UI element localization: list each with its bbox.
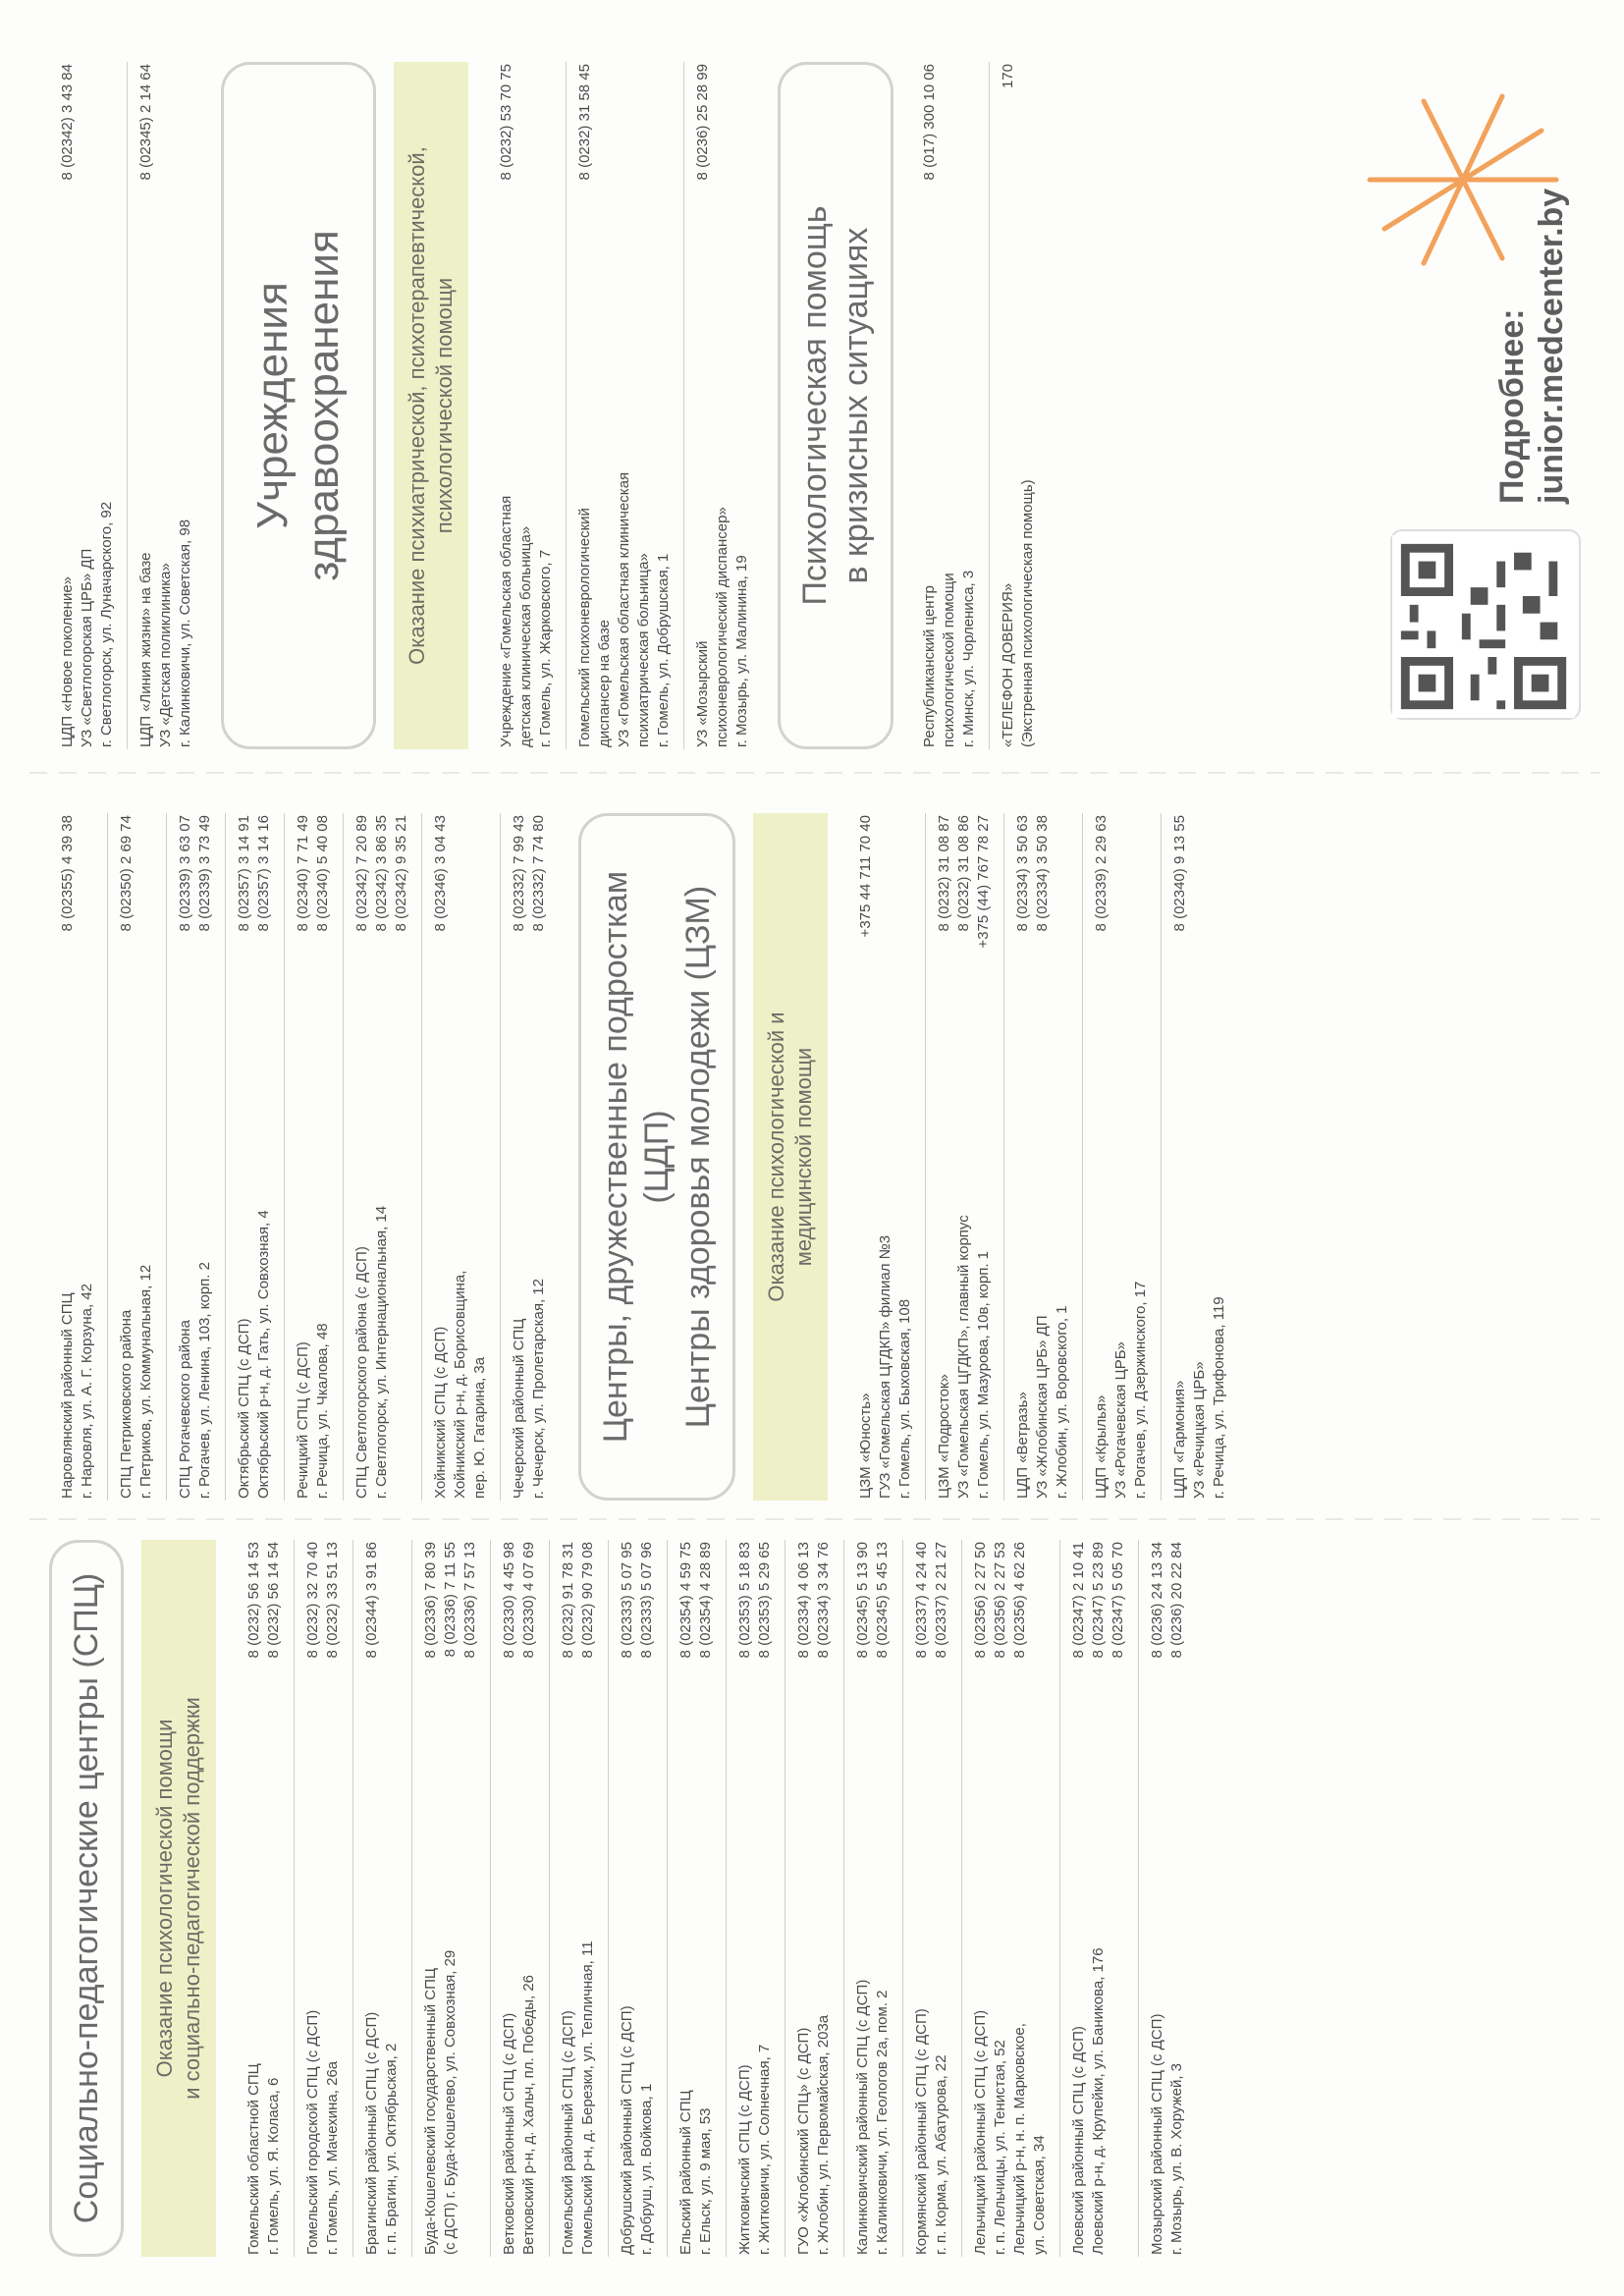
contact-name: Речицкий СПЦ (с ДСП) г. Речица, ул. Чкалова, 48 (295, 1323, 331, 1499)
contact-phone[interactable]: 8 (02334) 3 50 63 8 (02334) 3 50 38 (1014, 815, 1051, 932)
contact-row (285, 813, 344, 1501)
contact-row (488, 62, 567, 749)
contact-phone[interactable]: 8 (017) 300 10 06 (921, 64, 938, 181)
contact-row (167, 813, 226, 1501)
contact-phone[interactable]: 8 (02347) 2 10 41 8 (02347) 5 23 89 8 (02347) 5 05 70 (1070, 1542, 1126, 1659)
contact-row (962, 1540, 1060, 2257)
contact-phone[interactable]: 8 (02353) 5 18 83 8 (02353) 5 29 65 (736, 1542, 773, 1659)
contact-row (847, 813, 926, 1501)
contact-phone[interactable]: 8 (02333) 5 07 95 8 (02333) 5 07 96 (619, 1542, 655, 1659)
contact-name: СПЦ Светлогорского района (с ДСП) г. Светлогорск, ул. Интернациональная, 14 (353, 1205, 390, 1499)
contact-row (926, 813, 1004, 1501)
contact-phone[interactable]: 8 (02355) 4 39 38 (59, 815, 76, 932)
contact-phone[interactable]: 8 (02340) 9 13 55 (1171, 815, 1188, 932)
contact-row (49, 62, 128, 749)
section-band-health: Оказание психиатрической, психотерапевтической, психологической помощи (394, 62, 468, 749)
cdp-list (847, 813, 1239, 1501)
contact-phone[interactable]: 8 (0236) 24 13 34 8 (0236) 20 22 84 (1149, 1542, 1185, 1659)
contact-name: ЦДП «Крылья» УЗ «Рогачевская ЦРБ» г. Рогачев, ул. Дзержинского, 17 (1093, 1281, 1149, 1499)
footer-area (1365, 62, 1581, 749)
contact-name: Хойникский СПЦ (с ДСП) Хойникский р-н, д. Борисовщина, пер. Ю. Гагарина, 3а (432, 1270, 488, 1499)
contact-phone[interactable]: 8 (02342) 7 20 89 8 (02342) 3 86 35 8 (02342) 9 35 21 (353, 815, 409, 932)
contact-name: Наровлянский районный СПЦ г. Наровля, ул. А. Г. Корзуна, 42 (59, 1283, 95, 1499)
contact-row (1083, 813, 1162, 1501)
contact-phone[interactable]: 8 (02345) 2 14 64 (137, 64, 154, 181)
column-youth-centers (49, 813, 1600, 1501)
contact-row (990, 62, 1048, 749)
contact-name: Лельчицкий районный СПЦ (с ДСП) г. п. Лельчицы, ул. Тенистая, 52 Лельчицкий р-н, н. п. Марковское, ул. Советская, 34 (972, 2009, 1048, 2255)
section-title-spc: Социально-педагогические центры (СПЦ) (49, 1540, 124, 2257)
contact-name: ЦЗМ «Юность» ГУЗ «Гомельская ЦГДКП» филиал №3 г. Гомель, ул. Быховская, 108 (857, 1234, 913, 1499)
contact-name: ГУО «Жлобинский СПЦ» (с ДСП) г. Жлобин, ул. Первомайская, 203а (795, 2014, 832, 2255)
contact-phone[interactable]: 8 (0232) 56 14 53 8 (0232) 56 14 54 (245, 1542, 282, 1659)
contact-name: ЦДП «Ветразь» УЗ «Жлобинская ЦРБ» ДП г. Жлобин, ул. Воровского, 1 (1014, 1305, 1070, 1499)
contact-phone[interactable]: 8 (02354) 4 59 75 8 (02354) 4 28 89 (677, 1542, 714, 1659)
contact-row (1162, 813, 1239, 1501)
contact-row (226, 813, 285, 1501)
contact-name: Буда-Кошелевский государственный СПЦ (с ДСП) г. Буда-Кошелево, ул. Совхозная, 29 (422, 1949, 459, 2255)
contact-row (295, 1540, 353, 2257)
contact-name: Гомельский районный СПЦ (с ДСП) Гомельский р-н, д. Березки, ул. Тепличная, 11 (560, 1941, 596, 2255)
contact-name: СПЦ Петриковского района г. Петриков, ул. Коммунальная, 12 (118, 1264, 154, 1499)
contact-phone[interactable]: 8 (02330) 4 45 98 8 (02330) 4 07 69 (501, 1542, 537, 1659)
contact-name: Мозырский районный СПЦ (с ДСП) г. Мозырь, ул. В. Хоружей, 3 (1149, 2013, 1185, 2255)
contact-phone[interactable]: 8 (02340) 7 71 49 8 (02340) 5 40 08 (295, 815, 331, 932)
contact-phone[interactable]: 8 (02342) 3 43 84 (59, 64, 76, 181)
contact-name: Брагинский районный СПЦ (с ДСП) г. п. Брагин, ул. Октябрьская, 2 (363, 2011, 400, 2255)
fold-line (29, 772, 1600, 774)
contact-row (412, 1540, 491, 2257)
contact-name: Чечерский районный СПЦ г. Чечерск, ул. Пролетарская, 12 (511, 1279, 547, 1499)
contact-row (108, 813, 167, 1501)
contact-phone[interactable]: 8 (0232) 32 70 40 8 (0232) 33 51 13 (304, 1542, 341, 1659)
contact-phone[interactable]: 8 (02350) 2 69 74 (118, 815, 135, 932)
contact-phone[interactable]: 8 (02332) 7 99 43 8 (02332) 7 74 80 (511, 815, 547, 932)
contact-phone[interactable]: 170 (1000, 64, 1016, 89)
contact-row (785, 1540, 844, 2257)
contact-name: УЗ «Мозырский психоневрологический диспансер» г. Мозырь, ул. Малинина, 19 (694, 507, 750, 747)
contact-name: Учреждение «Гомельская областная детская клиническая больница» г. Гомель, ул. Жарковского, 7 (498, 495, 554, 747)
cdp-list-continued (49, 62, 205, 749)
section-title-health: Учреждения здравоохранения (221, 62, 376, 749)
contact-row (1060, 1540, 1139, 2257)
contact-name: Лоевский районный СПЦ (с ДСП) Лоевский р-н, д. Крупейки, ул. Баникова, 176 (1070, 1947, 1107, 2255)
contact-name: Ветковский районный СПЦ (с ДСП) Ветковский р-н, д. Хальч, пл. Победы, 26 (501, 1974, 537, 2255)
contact-name: Калинковичский районный СПЦ (с ДСП) г. Калинковичи, ул. Геологов 2а, пом. 2 (854, 1979, 891, 2255)
contact-row (128, 62, 205, 749)
contact-phone[interactable]: 8 (02356) 2 27 50 8 (02356) 2 27 53 8 (02356) 4 62 26 (972, 1542, 1028, 1659)
contact-phone[interactable]: 8 (02346) 3 04 43 (432, 815, 449, 932)
section-title-cdp: Центры, дружественные подросткам (ЦДП) Центры здоровья молодежи (ЦЗМ) (578, 813, 735, 1501)
asterisk-logo-icon (1355, 72, 1571, 288)
contact-row (550, 1540, 609, 2257)
contact-phone[interactable]: 8 (0232) 91 78 31 8 (0232) 90 79 08 (560, 1542, 596, 1659)
qr-code-icon[interactable] (1390, 529, 1581, 720)
crisis-list (911, 62, 1048, 749)
contact-name: Гомельский городской СПЦ (с ДСП) г. Гомель, ул. Мачехина, 26а (304, 2009, 341, 2255)
contact-phone[interactable]: 8 (0232) 31 58 45 (576, 64, 593, 181)
contact-name: Республиканский центр психологической помощи г. Минск, ул. Чорлениса, 3 (921, 570, 977, 747)
fold-line (29, 1518, 1600, 1520)
contact-name: «ТЕЛЕФОН ДОВЕРИЯ» (Экстренная психологическая помощь) (1000, 479, 1036, 747)
contact-row (49, 813, 108, 1501)
contact-name: ЦДП «Линия жизни» на базе УЗ «Детская поликлиника» г. Калинковичи, ул. Советская, 98 (137, 519, 193, 747)
spc-list (236, 1540, 1197, 2257)
contact-name: Кормянский районный СПЦ (с ДСП) г. п. Корма, ул. Абатурова, 22 (913, 2008, 949, 2255)
contact-name: Гомельский областной СПЦ г. Гомель, ул. Я. Коласа, 6 (245, 2063, 282, 2255)
contact-phone[interactable]: 8 (02339) 2 29 63 (1093, 815, 1110, 932)
contact-row (727, 1540, 785, 2257)
contact-row (903, 1540, 962, 2257)
contact-phone[interactable]: 8 (0232) 53 70 75 (498, 64, 514, 181)
contact-phone[interactable]: 8 (02337) 4 24 40 8 (02337) 2 21 27 (913, 1542, 949, 1659)
contact-name: СПЦ Рогачевского района г. Рогачев, ул. Ленина, 103, корп. 2 (177, 1262, 213, 1499)
contact-row (668, 1540, 727, 2257)
contact-phone[interactable]: 8 (0232) 31 08 87 8 (0232) 31 08 86 +375 (44) 767 78 27 (936, 815, 992, 949)
contact-row (1004, 813, 1083, 1501)
contact-row (344, 813, 422, 1501)
contact-name: Добрушский районный СПЦ (с ДСП) г. Добруш, ул. Войкова, 1 (619, 2005, 655, 2255)
contact-phone[interactable]: 8 (02357) 3 14 91 8 (02357) 3 14 16 (236, 815, 272, 932)
contact-row (236, 1540, 295, 2257)
website-link[interactable]: junior.medcenter.by (1533, 188, 1570, 504)
contact-name: Гомельский психоневрологический диспансер на базе УЗ «Гомельская областная клиническая психиатрическая больница» г. Гомель, ул. Добрушская, 1 (576, 471, 672, 747)
contact-row (684, 62, 762, 749)
column-social-centers (49, 1540, 1600, 2257)
contact-phone[interactable]: 8 (0236) 25 28 99 (694, 64, 711, 181)
column-health-institutions (49, 62, 1600, 749)
contact-name: ЦДП «Гармония» УЗ «Речицкая ЦРБ» г. Речица, ул. Трифонова, 119 (1171, 1296, 1227, 1499)
contact-phone[interactable]: +375 44 711 70 40 (857, 815, 874, 938)
contact-phone[interactable]: 8 (02345) 5 13 90 8 (02345) 5 45 13 (854, 1542, 891, 1659)
contact-phone[interactable]: 8 (02336) 7 80 39 8 (02336) 7 11 55 8 (02336) 7 57 13 (422, 1542, 478, 1659)
more-label: Подробнее: (1493, 308, 1531, 504)
health-list (488, 62, 762, 749)
contact-name: Ельский районный СПЦ г. Ельск, ул. 9 мая, 53 (677, 2090, 714, 2255)
contact-row (501, 813, 559, 1501)
contact-phone[interactable]: 8 (02344) 3 91 86 (363, 1542, 380, 1659)
contact-row (491, 1540, 550, 2257)
contact-name: Житковичский СПЦ (с ДСП) г. Житковичи, ул. Солнечная, 7 (736, 2044, 773, 2255)
contact-name: ЦДП «Новое поколение» УЗ «Светлогорская ЦРБ» ДП г. Светлогорск, ул. Луначарского, 92 (59, 501, 115, 747)
section-band-cdp: Оказание психологической и медицинской помощи (753, 813, 828, 1501)
contact-name: ЦЗМ «Подросток» УЗ «Гомельская ЦГДКП», главный корпус г. Гомель, ул. Мазурова, 10в, корп. 1 (936, 1215, 992, 1499)
section-band-spc: Оказание психологической помощи и социально-педагогической поддержки (141, 1540, 216, 2257)
spc-list-continued (49, 813, 559, 1501)
section-title-crisis: Психологическая помощь в кризисных ситуациях (778, 62, 893, 749)
contact-name: Октябрьский СПЦ (с ДСП) Октябрьский р-н, д. Гать, ул. Совхозная, 4 (236, 1210, 272, 1499)
contact-row (567, 62, 684, 749)
contact-phone[interactable]: 8 (02334) 4 06 13 8 (02334) 3 34 76 (795, 1542, 832, 1659)
contact-row (911, 62, 990, 749)
contact-row (609, 1540, 668, 2257)
contact-row (1139, 1540, 1197, 2257)
contact-row (422, 813, 501, 1501)
contact-phone[interactable]: 8 (02339) 3 63 07 8 (02339) 3 73 49 (177, 815, 213, 932)
contact-row (353, 1540, 412, 2257)
contact-row (844, 1540, 903, 2257)
